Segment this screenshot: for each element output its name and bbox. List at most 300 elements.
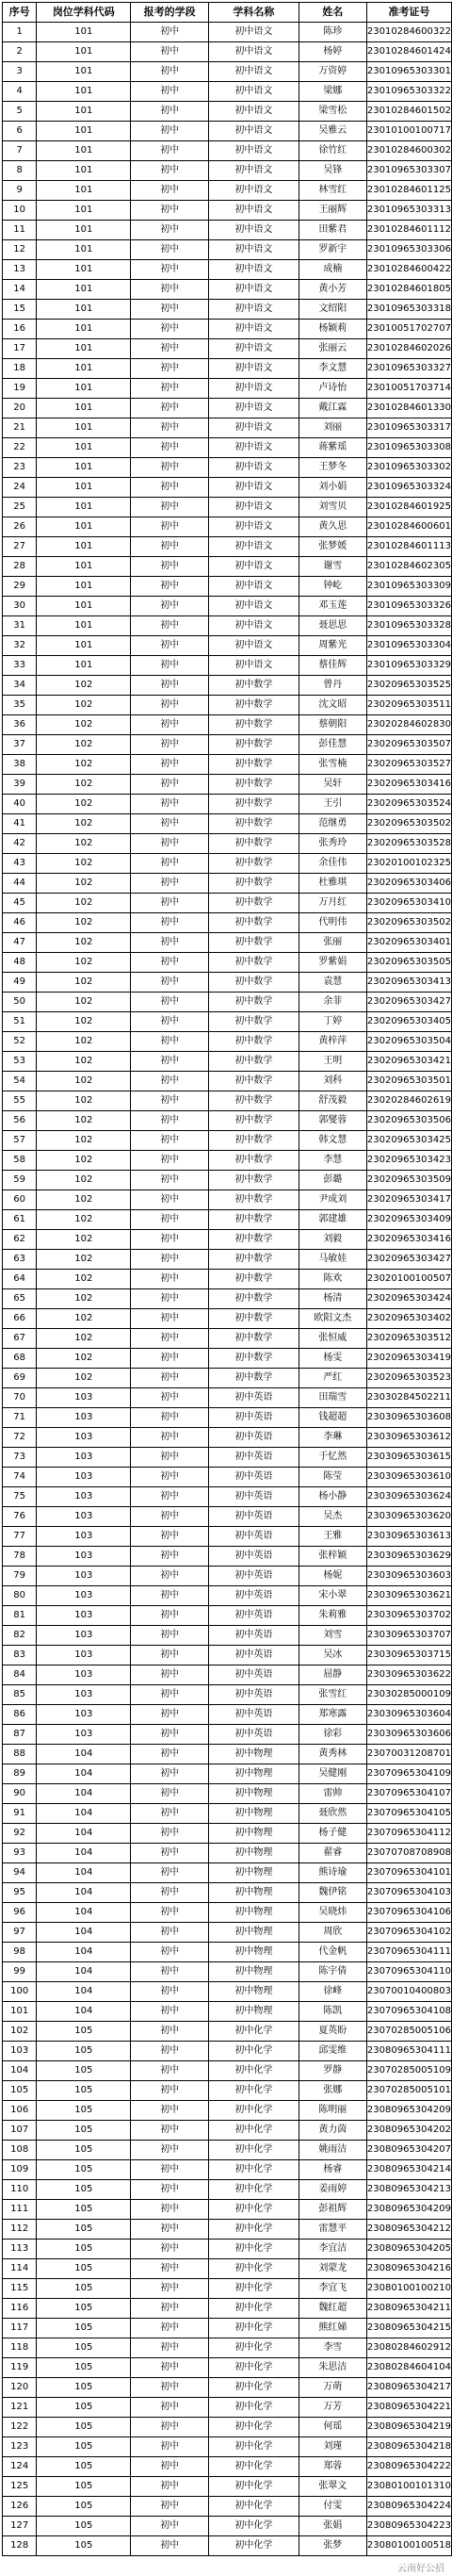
cell-subject-name: 初中语文 xyxy=(208,438,299,458)
cell-index: 15 xyxy=(3,300,37,320)
cell-subject-code: 102 xyxy=(37,1032,131,1052)
cell-subject-code: 102 xyxy=(37,696,131,715)
cell-exam-id: 23020965303506 xyxy=(366,1111,451,1131)
cell-index: 2 xyxy=(3,42,37,62)
cell-exam-id: 23080965304207 xyxy=(366,2141,451,2160)
cell-subject-code: 105 xyxy=(37,2457,131,2477)
cell-subject-code: 102 xyxy=(37,1131,131,1151)
cell-subject-code: 103 xyxy=(37,1586,131,1606)
cell-stage: 初中 xyxy=(131,2220,209,2240)
cell-index: 45 xyxy=(3,894,37,913)
cell-subject-code: 104 xyxy=(37,1764,131,1784)
table-row xyxy=(3,1032,452,1052)
cell-stage: 初中 xyxy=(131,894,209,913)
cell-subject-code: 105 xyxy=(37,2398,131,2418)
cell-index: 64 xyxy=(3,1270,37,1289)
cell-stage: 初中 xyxy=(131,1388,209,1408)
cell-subject-code: 103 xyxy=(37,1388,131,1408)
cell-subject-name: 初中数学 xyxy=(208,874,299,894)
cell-subject-code: 102 xyxy=(37,834,131,854)
cell-index: 20 xyxy=(3,399,37,418)
cell-name: 李文慧 xyxy=(299,359,366,379)
table-row xyxy=(3,161,452,181)
cell-name: 陈珍 xyxy=(299,23,366,42)
cell-name: 范继勇 xyxy=(299,814,366,834)
cell-subject-name: 初中化学 xyxy=(208,2358,299,2378)
cell-stage: 初中 xyxy=(131,1171,209,1190)
table-row xyxy=(3,1705,452,1725)
table-row xyxy=(3,517,452,537)
cell-subject-name: 初中物理 xyxy=(208,1982,299,2002)
cell-name: 姜雨婷 xyxy=(299,2180,366,2200)
cell-index: 106 xyxy=(3,2101,37,2121)
table-body xyxy=(3,23,452,2556)
cell-index: 117 xyxy=(3,2319,37,2338)
cell-name: 王明 xyxy=(299,1052,366,1072)
table-row xyxy=(3,2279,452,2299)
table-header xyxy=(3,3,452,23)
table-row xyxy=(3,973,452,993)
cell-subject-name: 初中物理 xyxy=(208,1844,299,1863)
cell-exam-id: 23020965303424 xyxy=(366,1289,451,1309)
cell-stage: 初中 xyxy=(131,320,209,339)
table-row xyxy=(3,775,452,795)
cell-subject-name: 初中数学 xyxy=(208,715,299,735)
cell-subject-name: 初中物理 xyxy=(208,1784,299,1804)
table-row xyxy=(3,2061,452,2081)
cell-subject-code: 102 xyxy=(37,993,131,1012)
cell-subject-name: 初中语文 xyxy=(208,300,299,320)
cell-name: 雷慧平 xyxy=(299,2220,366,2240)
table-row xyxy=(3,1883,452,1903)
cell-index: 78 xyxy=(3,1547,37,1567)
cell-index: 123 xyxy=(3,2437,37,2457)
cell-subject-code: 105 xyxy=(37,2259,131,2279)
cell-index: 26 xyxy=(3,517,37,537)
cell-name: 夏英盼 xyxy=(299,2022,366,2042)
table-row xyxy=(3,874,452,894)
table-row xyxy=(3,676,452,696)
table-row xyxy=(3,2398,452,2418)
table-row xyxy=(3,1091,452,1111)
table-row xyxy=(3,2121,452,2141)
cell-stage: 初中 xyxy=(131,1210,209,1230)
cell-stage: 初中 xyxy=(131,300,209,320)
cell-subject-name: 初中数学 xyxy=(208,1151,299,1171)
table-row xyxy=(3,696,452,715)
cell-exam-id: 23070965304106 xyxy=(366,1903,451,1923)
cell-exam-id: 23070965304105 xyxy=(366,1804,451,1824)
cell-subject-name: 初中物理 xyxy=(208,1745,299,1764)
cell-exam-id: 23020965303523 xyxy=(366,1369,451,1388)
cell-subject-code: 102 xyxy=(37,1171,131,1190)
cell-subject-code: 103 xyxy=(37,1468,131,1487)
cell-name: 万萌 xyxy=(299,2378,366,2398)
cell-stage: 初中 xyxy=(131,42,209,62)
cell-stage: 初中 xyxy=(131,913,209,933)
table-row xyxy=(3,1111,452,1131)
cell-subject-name: 初中数学 xyxy=(208,1270,299,1289)
cell-subject-name: 初中语文 xyxy=(208,42,299,62)
cell-subject-name: 初中语文 xyxy=(208,62,299,82)
cell-subject-name: 初中物理 xyxy=(208,1943,299,1962)
cell-stage: 初中 xyxy=(131,537,209,557)
cell-stage: 初中 xyxy=(131,1844,209,1863)
table-row xyxy=(3,2002,452,2022)
cell-stage: 初中 xyxy=(131,656,209,676)
cell-exam-id: 23070965304108 xyxy=(366,2002,451,2022)
cell-subject-name: 初中数学 xyxy=(208,1329,299,1349)
cell-subject-name: 初中化学 xyxy=(208,2022,299,2042)
cell-name: 文绍阳 xyxy=(299,300,366,320)
cell-subject-name: 初中英语 xyxy=(208,1388,299,1408)
candidate-table xyxy=(2,2,452,2556)
cell-subject-name: 初中英语 xyxy=(208,1606,299,1626)
cell-subject-name: 初中化学 xyxy=(208,2378,299,2398)
cell-subject-name: 初中数学 xyxy=(208,834,299,854)
cell-exam-id: 23010284601502 xyxy=(366,102,451,122)
cell-index: 41 xyxy=(3,814,37,834)
cell-name: 林雪红 xyxy=(299,181,366,201)
table-row xyxy=(3,597,452,616)
cell-exam-id: 23020965303423 xyxy=(366,1151,451,1171)
cell-index: 61 xyxy=(3,1210,37,1230)
cell-index: 68 xyxy=(3,1349,37,1369)
cell-subject-code: 101 xyxy=(37,399,131,418)
table-row xyxy=(3,1408,452,1428)
cell-name: 罗静 xyxy=(299,2061,366,2081)
cell-name: 张丽 xyxy=(299,933,366,953)
cell-exam-id: 23070031208701 xyxy=(366,1745,451,1764)
cell-index: 93 xyxy=(3,1844,37,1863)
cell-index: 46 xyxy=(3,913,37,933)
table-row xyxy=(3,1547,452,1567)
cell-index: 10 xyxy=(3,201,37,221)
cell-index: 73 xyxy=(3,1448,37,1468)
cell-subject-code: 101 xyxy=(37,616,131,636)
cell-name: 何瑶 xyxy=(299,2418,366,2437)
table-row xyxy=(3,1804,452,1824)
cell-index: 50 xyxy=(3,993,37,1012)
cell-subject-code: 103 xyxy=(37,1547,131,1567)
cell-subject-name: 初中数学 xyxy=(208,1230,299,1250)
cell-stage: 初中 xyxy=(131,339,209,359)
cell-subject-name: 初中英语 xyxy=(208,1547,299,1567)
table-row xyxy=(3,418,452,438)
cell-subject-code: 101 xyxy=(37,597,131,616)
cell-subject-code: 101 xyxy=(37,557,131,577)
cell-subject-code: 101 xyxy=(37,478,131,498)
cell-subject-name: 初中语文 xyxy=(208,656,299,676)
cell-name: 王雅 xyxy=(299,1527,366,1547)
cell-index: 31 xyxy=(3,616,37,636)
cell-subject-code: 103 xyxy=(37,1408,131,1428)
cell-stage: 初中 xyxy=(131,1448,209,1468)
table-row xyxy=(3,2299,452,2319)
cell-subject-code: 101 xyxy=(37,577,131,597)
cell-subject-code: 103 xyxy=(37,1725,131,1745)
cell-name: 陈宇倩 xyxy=(299,1962,366,1982)
cell-subject-name: 初中数学 xyxy=(208,1349,299,1369)
table-row xyxy=(3,1012,452,1032)
table-row xyxy=(3,379,452,399)
cell-exam-id: 23070708708908 xyxy=(366,1844,451,1863)
table-row xyxy=(3,1923,452,1943)
cell-name: 欧阳文杰 xyxy=(299,1309,366,1329)
cell-stage: 初中 xyxy=(131,1250,209,1270)
cell-stage: 初中 xyxy=(131,1408,209,1428)
cell-exam-id: 23080284604104 xyxy=(366,2358,451,2378)
cell-stage: 初中 xyxy=(131,775,209,795)
cell-stage: 初中 xyxy=(131,2141,209,2160)
cell-index: 76 xyxy=(3,1507,37,1527)
cell-name: 罗紫娟 xyxy=(299,953,366,973)
cell-name: 王梦冬 xyxy=(299,458,366,478)
cell-name: 黄梓萍 xyxy=(299,1032,366,1052)
table-row xyxy=(3,62,452,82)
cell-subject-name: 初中物理 xyxy=(208,1764,299,1784)
table-row xyxy=(3,1764,452,1784)
cell-subject-name: 初中化学 xyxy=(208,2081,299,2101)
cell-name: 邓玉莲 xyxy=(299,597,366,616)
cell-index: 121 xyxy=(3,2398,37,2418)
cell-exam-id: 23020965303527 xyxy=(366,755,451,775)
cell-subject-name: 初中数学 xyxy=(208,1111,299,1131)
cell-subject-code: 102 xyxy=(37,1072,131,1091)
cell-subject-name: 初中化学 xyxy=(208,2220,299,2240)
table-row xyxy=(3,1270,452,1289)
cell-subject-code: 104 xyxy=(37,1923,131,1943)
cell-stage: 初中 xyxy=(131,577,209,597)
cell-exam-id: 23020965303507 xyxy=(366,735,451,755)
cell-subject-name: 初中语文 xyxy=(208,399,299,418)
table-row xyxy=(3,557,452,577)
cell-name: 钱超超 xyxy=(299,1408,366,1428)
cell-subject-code: 105 xyxy=(37,2319,131,2338)
cell-exam-id: 23020965303405 xyxy=(366,1012,451,1032)
table-row xyxy=(3,537,452,557)
cell-stage: 初中 xyxy=(131,1863,209,1883)
cell-subject-name: 初中数学 xyxy=(208,1171,299,1190)
cell-stage: 初中 xyxy=(131,1962,209,1982)
cell-subject-code: 102 xyxy=(37,775,131,795)
cell-subject-name: 初中语文 xyxy=(208,636,299,656)
table-row xyxy=(3,854,452,874)
cell-subject-code: 103 xyxy=(37,1646,131,1665)
cell-name: 郑蓉 xyxy=(299,2457,366,2477)
cell-index: 122 xyxy=(3,2418,37,2437)
cell-index: 100 xyxy=(3,1982,37,2002)
cell-stage: 初中 xyxy=(131,2299,209,2319)
table-row xyxy=(3,1448,452,1468)
cell-name: 田紫君 xyxy=(299,221,366,240)
cell-index: 127 xyxy=(3,2517,37,2536)
cell-exam-id: 23010284602305 xyxy=(366,557,451,577)
table-row xyxy=(3,42,452,62)
cell-subject-name: 初中物理 xyxy=(208,1903,299,1923)
cell-exam-id: 23070965304101 xyxy=(366,1863,451,1883)
cell-index: 69 xyxy=(3,1369,37,1388)
cell-subject-code: 102 xyxy=(37,973,131,993)
cell-subject-code: 103 xyxy=(37,1705,131,1725)
cell-exam-id: 23080965304111 xyxy=(366,2042,451,2061)
cell-exam-id: 23030965303620 xyxy=(366,1507,451,1527)
cell-subject-name: 初中化学 xyxy=(208,2497,299,2517)
cell-exam-id: 23080965304224 xyxy=(366,2497,451,2517)
cell-name: 朱莉雅 xyxy=(299,1606,366,1626)
cell-stage: 初中 xyxy=(131,82,209,102)
table-row xyxy=(3,2042,452,2061)
cell-name: 翟睿 xyxy=(299,1844,366,1863)
cell-subject-name: 初中英语 xyxy=(208,1448,299,1468)
cell-subject-code: 102 xyxy=(37,1190,131,1210)
cell-stage: 初中 xyxy=(131,201,209,221)
cell-stage: 初中 xyxy=(131,1072,209,1091)
cell-subject-code: 103 xyxy=(37,1527,131,1547)
table-row xyxy=(3,2477,452,2497)
cell-index: 87 xyxy=(3,1725,37,1745)
cell-exam-id: 23010965303304 xyxy=(366,636,451,656)
cell-stage: 初中 xyxy=(131,1567,209,1586)
cell-subject-name: 初中物理 xyxy=(208,1804,299,1824)
cell-name: 万资婷 xyxy=(299,62,366,82)
table-row xyxy=(3,735,452,755)
cell-subject-code: 104 xyxy=(37,1962,131,1982)
cell-subject-name: 初中语文 xyxy=(208,339,299,359)
cell-subject-name: 初中化学 xyxy=(208,2536,299,2556)
cell-subject-code: 103 xyxy=(37,1487,131,1507)
cell-index: 5 xyxy=(3,102,37,122)
cell-stage: 初中 xyxy=(131,478,209,498)
cell-name: 蒋紫瑶 xyxy=(299,438,366,458)
cell-subject-code: 102 xyxy=(37,755,131,775)
cell-stage: 初中 xyxy=(131,1586,209,1606)
cell-exam-id: 23020965303504 xyxy=(366,1032,451,1052)
cell-subject-name: 初中语文 xyxy=(208,577,299,597)
cell-name: 宋小翠 xyxy=(299,1586,366,1606)
cell-subject-name: 初中语文 xyxy=(208,379,299,399)
cell-index: 67 xyxy=(3,1329,37,1349)
cell-subject-code: 102 xyxy=(37,1250,131,1270)
cell-subject-name: 初中化学 xyxy=(208,2141,299,2160)
cell-exam-id: 23030965303604 xyxy=(366,1705,451,1725)
cell-subject-code: 102 xyxy=(37,1270,131,1289)
cell-name: 郑寒露 xyxy=(299,1705,366,1725)
cell-index: 119 xyxy=(3,2358,37,2378)
cell-subject-name: 初中数学 xyxy=(208,735,299,755)
cell-index: 109 xyxy=(3,2160,37,2180)
cell-subject-name: 初中化学 xyxy=(208,2042,299,2061)
table-row xyxy=(3,953,452,973)
cell-stage: 初中 xyxy=(131,1369,209,1388)
table-row xyxy=(3,2101,452,2121)
cell-index: 89 xyxy=(3,1764,37,1784)
cell-subject-name: 初中化学 xyxy=(208,2200,299,2220)
cell-name: 朱思洁 xyxy=(299,2358,366,2378)
table-row xyxy=(3,498,452,517)
table-row xyxy=(3,2497,452,2517)
cell-stage: 初中 xyxy=(131,280,209,300)
table-row xyxy=(3,2358,452,2378)
cell-subject-name: 初中化学 xyxy=(208,2240,299,2259)
cell-exam-id: 23020100102325 xyxy=(366,854,451,874)
cell-name: 曾丹 xyxy=(299,676,366,696)
cell-stage: 初中 xyxy=(131,2358,209,2378)
cell-name: 姚雨洁 xyxy=(299,2141,366,2160)
cell-subject-code: 103 xyxy=(37,1448,131,1468)
cell-subject-name: 初中英语 xyxy=(208,1428,299,1448)
table-row xyxy=(3,1329,452,1349)
cell-name: 刘雪 xyxy=(299,1626,366,1646)
cell-stage: 初中 xyxy=(131,1487,209,1507)
cell-name: 沈文昭 xyxy=(299,696,366,715)
cell-stage: 初中 xyxy=(131,1270,209,1289)
cell-exam-id: 23030285000109 xyxy=(366,1685,451,1705)
cell-exam-id: 23030965303615 xyxy=(366,1448,451,1468)
cell-name: 魏红超 xyxy=(299,2299,366,2319)
cell-index: 16 xyxy=(3,320,37,339)
table-row xyxy=(3,2418,452,2437)
cell-subject-name: 初中英语 xyxy=(208,1567,299,1586)
cell-subject-code: 105 xyxy=(37,2180,131,2200)
cell-stage: 初中 xyxy=(131,1982,209,2002)
cell-subject-name: 初中物理 xyxy=(208,1883,299,1903)
cell-exam-id: 23010284601805 xyxy=(366,280,451,300)
cell-exam-id: 23010284600322 xyxy=(366,23,451,42)
cell-name: 杨雯 xyxy=(299,1349,366,1369)
cell-index: 74 xyxy=(3,1468,37,1487)
cell-name: 杨颖莉 xyxy=(299,320,366,339)
cell-exam-id: 23030965303629 xyxy=(366,1547,451,1567)
cell-stage: 初中 xyxy=(131,1052,209,1072)
cell-index: 59 xyxy=(3,1171,37,1190)
cell-index: 9 xyxy=(3,181,37,201)
cell-index: 125 xyxy=(3,2477,37,2497)
cell-subject-name: 初中数学 xyxy=(208,775,299,795)
cell-subject-name: 初中英语 xyxy=(208,1408,299,1428)
cell-subject-code: 101 xyxy=(37,300,131,320)
cell-subject-code: 101 xyxy=(37,62,131,82)
cell-subject-code: 105 xyxy=(37,2299,131,2319)
cell-subject-code: 104 xyxy=(37,1745,131,1764)
cell-exam-id: 23010965303324 xyxy=(366,478,451,498)
cell-subject-name: 初中数学 xyxy=(208,1072,299,1091)
table-row xyxy=(3,1487,452,1507)
cell-exam-id: 23070965304102 xyxy=(366,1923,451,1943)
cell-index: 18 xyxy=(3,359,37,379)
cell-name: 刘瑾 xyxy=(299,2437,366,2457)
cell-stage: 初中 xyxy=(131,2418,209,2437)
cell-name: 于忆然 xyxy=(299,1448,366,1468)
cell-subject-name: 初中语文 xyxy=(208,280,299,300)
table-row xyxy=(3,122,452,141)
cell-subject-code: 104 xyxy=(37,1883,131,1903)
cell-name: 吴雅云 xyxy=(299,122,366,141)
cell-name: 舒茂毅 xyxy=(299,1091,366,1111)
cell-name: 黄秀林 xyxy=(299,1745,366,1764)
cell-subject-name: 初中英语 xyxy=(208,1487,299,1507)
cell-subject-code: 102 xyxy=(37,913,131,933)
cell-subject-name: 初中数学 xyxy=(208,1369,299,1388)
cell-index: 111 xyxy=(3,2200,37,2220)
cell-subject-name: 初中化学 xyxy=(208,2121,299,2141)
cell-stage: 初中 xyxy=(131,399,209,418)
cell-stage: 初中 xyxy=(131,735,209,755)
cell-subject-code: 105 xyxy=(37,2358,131,2378)
cell-subject-name: 初中物理 xyxy=(208,1824,299,1844)
header-exam-id: 准考证号 xyxy=(366,3,451,23)
cell-name: 万月红 xyxy=(299,894,366,913)
